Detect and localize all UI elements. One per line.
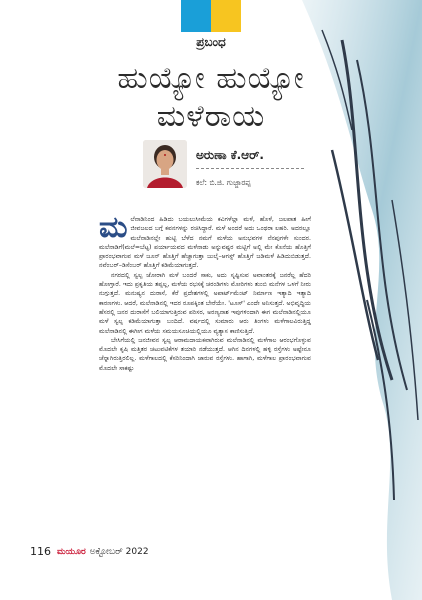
- author-photo: [143, 140, 187, 188]
- yellow-swatch: [211, 0, 241, 32]
- art-credit: ಕಲೆ: ಬಿ.ಜಿ. ಗುಜ್ಜಾರಪ್ಪ: [196, 178, 251, 187]
- drop-cap: ಮ: [99, 210, 128, 245]
- paragraph-3: ಬೇಸಿಗೆಯಲ್ಲಿ ಜನಜೀವನ ಸ್ವಲ್ಪ ಆರಾಮದಾಯಕವಾಗಿರುವ ಮಲೆನಾಡಿನಲ್ಲಿ ಮಳೆಗಾಲ ಆರಂಭಗೊಳ್ಳುವ ಮೊದಲೇ ಕೃಷಿ ಮತ್ತಿತರ ಚಟುವಟಿಕೆಗಳ ತಯಾರಿ ನಡೆಯುತ್ತದೆ. ಆಗಿನ ದಿನಗಳಲ್ಲಿ ಹಳ್ಳಿ ರಸ್ತೆಗಳು ಅಷ್ಟೇನೂ ಚೆನ್ನಾಗಿರುತ್ತಿರಲಿಲ್ಲ. ಮಳೆಗಾಲದಲ್ಲಿ ಕೆಸರಿನಿಂದಾಗಿ ಜಾರುವ ರಸ್ತೆಗಳು. ಹಾಗಾಗಿ, ಮಳೆಗಾಲ ಪ್ರಾರಂಭವಾಗುವ ಮೊದಲೇ ಸಾಕಷ್ಟು: [99, 336, 311, 372]
- article-title: [10, 60, 412, 136]
- paragraph-2: ನಗರದಲ್ಲಿ ಸ್ವಲ್ಪ ಜೋರಾಗಿ ಮಳೆ ಬಂದರೆ ಸಾಕು, ಅದು ಸೃಷ್ಟಿಸುವ ಅವಾಂತರಕ್ಕೆ ಜನರೆಲ್ಲ ಹೆದರಿ ಹೋಗ್ತಾರೆ. ಇದು ಪ್ರಕೃತಿಯ ತಪ್ಪಲ್ಲ, ಮಳೆಯ ರಭಸಕ್ಕೆ ಚರಂಡಿಗಳು ಮೋರಿಗಳು ತುಂಬಿ ಮನೆಗಳ ಒಳಗೆ ನೀರು ನುಗ್ಗುತ್ತದೆ. ಮನುಷ್ಯನ ದುರಾಸೆ, ಕೆರೆ ಪ್ರದೇಶಗಳಲ್ಲಿ ಅಪಾರ್ಟ್‌ಮೆಂಟ್ ನಿರ್ಮಾಣ ಇತ್ಯಾದಿ ಇತ್ಯಾದಿ ಕಾರಣಗಳು. ಆದರೆ, ಮಲೆನಾಡಿನಲ್ಲಿ ಇದರ ರೂಪಕ್ಕಿಂತ ಬೇರೆಯೇ. 'ಟೂಸ್' ಎಂದೇ ಅನಿಸುತ್ತದೆ. ಅಭಿವೃದ್ಧಿಯ ಹೆಸರಲ್ಲಿ ಜನರ ದುರಾಸೆಗೆ ಬಲಿಯಾಗುತ್ತಿರುವ ಪರಿಸರ, ಅರಣ್ಯನಾಶ ಇವುಗಳಿಂದಾಗಿ ಈಗ ಮಲೆನಾಡಿನಲ್ಲಿಯೂ ಮಳೆ ಸ್ವಲ್ಪ ಕಡಿಮೆಯಾಗುತ್ತಾ ಬಂದಿದೆ. ವರ್ಷದಲ್ಲಿ ಸುಮಾರು ಆರು ತಿಂಗಳು ಮಳೆಗಾಲವಿರುತ್ತಿದ್ದ ಮಲೆನಾಡಿನಲ್ಲಿ ಈಗೀಗ ಮಳೆಯ ಸಮಯಸೂಚಿಯಲ್ಲಿಯೂ ವ್ಯತ್ಯಾಸ ಕಾಣಿಸುತ್ತಿದೆ.: [99, 271, 311, 335]
- paragraph-1: [99, 210, 311, 271]
- section-label: ಪ್ರಬಂಧ: [176, 35, 246, 50]
- blue-swatch: [181, 0, 211, 32]
- title-line-2: ಮಳೆರಾಯ: [156, 99, 266, 134]
- article-body: [99, 210, 311, 373]
- page-number: 116: [30, 545, 51, 558]
- paragraph-1-text: ಲೆನಾಡಿನಿಂದ ಹಿಡಿದು ಬಯಲುಸೀಮೆಯ ಕವಿಗಳೆಲ್ಲಾ ಮಳೆ, ಹೊಳೆ, ಜಲಪಾತ ಹೀಗೆ ಜೀವಜಲದ ಬಗ್ಗೆ ಕವನಗಳನ್ನು ರಚಿಸಿದ್ದಾರೆ. ಮಳೆ ಅಂದರೆ ಅದು ಒಂಥರಾ ಲಹರಿ. ಅದರಲ್ಲೂ ಮಲೆನಾಡಿನಲ್ಲೇ ಹುಟ್ಟಿ ಬೆಳೆದ ನಮಗೆ ಮಳೆಯ ಅನುಭವಗಳ ನೆನಪುಗಳೇ ಸುಂದರ. ಮಲೆನಾಡಿಗೆ(ಮಲೆ=ಬೆಟ್ಟ) ಪರ್ಯಾಯವದ ಮಳೆನಾಡು ಅನ್ನುವಷ್ಟರ ಮಟ್ಟಿಗೆ ಅಲ್ಲಿ ಮೇ ಕೊನೆಯ ಹೊತ್ತಿಗೆ ಪ್ರಾರಂಭವಾಗುವ ಮಳೆ ಜೂನ್ ಹೊತ್ತಿಗೆ ಹೆಚ್ಚಾಗುತ್ತಾ ಜುಲೈ–ಆಗಸ್ಟ್ ಹೊತ್ತಿಗೆ ಜಡಿಮಳೆ ಹಿಡಿದುಬಿಡುತ್ತದೆ. ನವೆಂಬರ್–ಡಿಸೆಂಬರ್ ಹೊತ್ತಿಗೆ ಕಡಿಮೆಯಾಗುತ್ತದೆ.: [99, 216, 311, 270]
- magazine-name: ಮಯೂರ: [57, 546, 86, 557]
- issue-date: ಅಕ್ಟೋಬರ್ 2022: [89, 546, 149, 557]
- page-footer: [30, 545, 149, 558]
- title-line-1: ಹುಯ್ಯೋ ಹುಯ್ಯೋ: [117, 61, 305, 96]
- author-name: ಅರುಣಾ ಕೆ.ಆರ್.: [196, 148, 264, 162]
- author-divider: [196, 168, 304, 169]
